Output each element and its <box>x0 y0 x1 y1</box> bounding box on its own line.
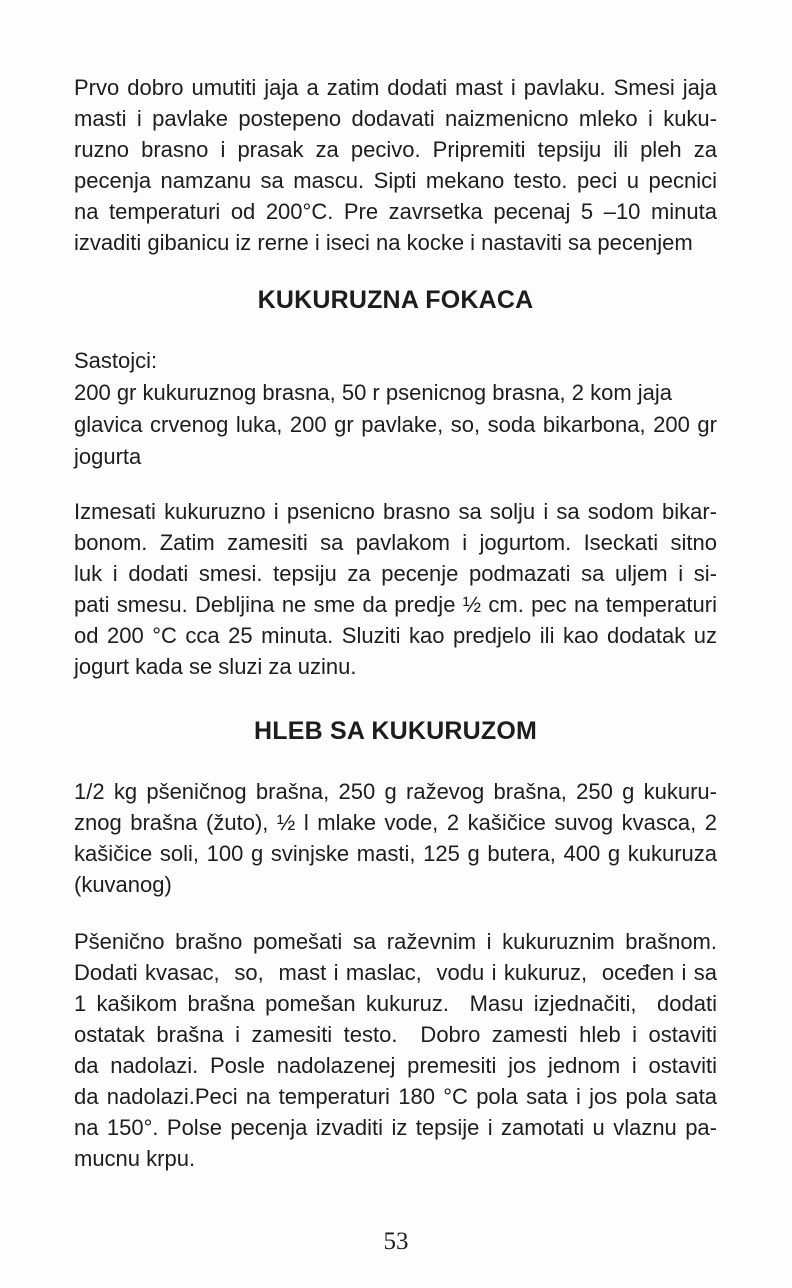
text-line: (kuvanog) <box>74 872 172 897</box>
text-line: kašičice soli, 100 g svinjske masti, 125 g butera, 400 g kukuruza <box>74 841 717 866</box>
text-line: izvaditi gibanicu iz rerne i iseci na kocke i nastaviti sa pecenjem <box>74 230 693 255</box>
recipe-title-kukuruzna-fokaca: KUKURUZNA FOKACA <box>257 286 534 314</box>
text-line: jogurta <box>74 444 142 469</box>
text-line: na 150°. Polse pecenja izvaditi iz tepsije i zamotati u vlaznu pa- <box>74 1115 717 1140</box>
previous-recipe-instructions-paragraph <box>74 72 717 258</box>
text-line: pati smesu. Debljina ne sme da predje ½ cm. pec na temperaturi <box>74 592 717 617</box>
text-line: od 200 °C cca 25 minuta. Sluziti kao predjelo ili kao dodatak uz <box>74 623 717 648</box>
recipe-title-hleb-sa-kukuruzom: HLEB SA KUKURUZOM <box>253 717 537 745</box>
text-line: Pšenično brašno pomešati sa raževnim i kukuruznim brašnom. <box>74 929 717 954</box>
text-line: da nadolazi. Posle nadolazenej premesiti jos jednom i ostaviti <box>74 1053 717 1078</box>
ingredients-label: Sastojci: <box>74 348 158 373</box>
page-number: 53 <box>383 1228 409 1255</box>
text-line: masti i pavlake postepeno dodavati naizmenicno mleko i kuku- <box>74 106 717 131</box>
text-line: jogurt kada se sluzi za uzinu. <box>74 654 357 679</box>
text-line: ruzno brasno i prasak za pecivo. Pripremiti tepsiju ili pleh za <box>74 137 717 162</box>
text-line: da nadolazi.Peci na temperaturi 180 °C pola sata i jos pola sata <box>74 1084 717 1109</box>
text-line: bonom. Zatim zamesiti sa pavlakom i jogurtom. Iseckati sitno <box>74 530 717 555</box>
ingredients-section-kukuruzna-fokaca <box>74 345 717 473</box>
text-line: 1/2 kg pšeničnog brašna, 250 g raževog brašna, 250 g kukuru- <box>74 779 717 804</box>
text-line: ostatak brašna i zamesiti testo. Dobro zamesti hleb i ostaviti <box>74 1022 717 1047</box>
ingredients-paragraph-hleb-sa-kukuruzom <box>74 776 717 900</box>
text-line: znog brašna (žuto), ½ l mlake vode, 2 kašičice suvog kvasca, 2 <box>74 810 717 835</box>
text-line: mucnu krpu. <box>74 1146 196 1171</box>
text-line: na temperaturi od 200°C. Pre zavrsetka pecenaj 5 –10 minuta <box>74 199 717 224</box>
text-line: Prvo dobro umutiti jaja a zatim dodati mast i pavlaku. Smesi jaja <box>74 75 717 100</box>
text-line: 200 gr kukuruznog brasna, 50 r psenicnog brasna, 2 kom jaja <box>74 380 673 405</box>
text-line: glavica crvenog luka, 200 gr pavlake, so, soda bikarbona, 200 gr <box>74 412 717 437</box>
instructions-paragraph-kukuruzna-fokaca <box>74 496 717 682</box>
text-line: luk i dodati smesi. tepsiju za pecenje podmazati sa uljem i si- <box>74 561 717 586</box>
text-line: Izmesati kukuruzno i psenicno brasno sa solju i sa sodom bikar- <box>74 499 717 524</box>
text-line: 1 kašikom brašna pomešan kukuruz. Masu izjednačiti, dodati <box>74 991 717 1016</box>
text-line: Dodati kvasac, so, mast i maslac, vodu i kukuruz, oceđen i sa <box>74 960 717 985</box>
instructions-paragraph-hleb-sa-kukuruzom <box>74 926 717 1174</box>
text-line: pecenja namzanu sa mascu. Sipti mekano testo. peci u pecnici <box>74 168 717 193</box>
